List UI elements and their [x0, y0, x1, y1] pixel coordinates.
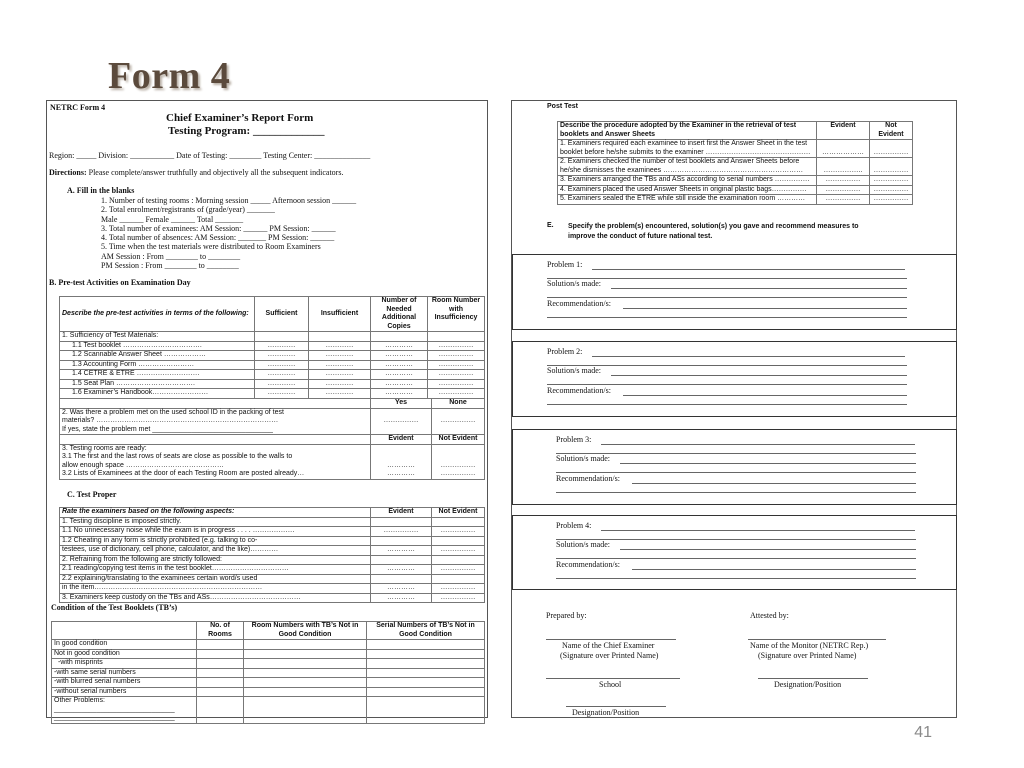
table-row: 2. Examiners checked the number of test booklets and Answer Sheets before he/she dismisses the examinees …………………………………………………… …………….. …………… [558, 158, 913, 176]
not-evident-header: Not Evident [432, 435, 485, 445]
pretest-group-label: 1. Sufficiency of Test Materials: [60, 332, 255, 342]
section-e-text: Specify the problem(s) encountered, solution(s) you gave and recommend measures to improve the conduct of future national test. [568, 223, 859, 240]
blank-item: 2. Total enrolment/registrants of (grade/year) _______ [101, 205, 275, 215]
table-row: 3. Examiners arranged the TBs and ASs according to serial numbers …………… …………… …………… [558, 176, 913, 186]
pretest-header: Sufficient [255, 297, 309, 332]
prepared-by-label: Prepared by: [546, 611, 587, 620]
problem-box-4: Problem 4: Solution/s made: Recommendation/s: [512, 515, 957, 590]
problem-box-1: Problem 1: Solution/s made: Recommendation/s: [512, 254, 957, 330]
table-row: -with misprints [52, 659, 485, 669]
blank-item: Male ______ Female ______ Total _______ [101, 214, 244, 224]
table-row: 1. Testing discipline is imposed strictly. [60, 517, 485, 527]
form-id: NETRC Form 4 [50, 103, 106, 112]
yes-none-table [59, 398, 485, 480]
table-row: 1.2 Scannable Answer Sheet ……………… ………… ………… ………… …………… [60, 351, 485, 361]
table-row: 2.2 explaining/translating to the examinees certain word/s used [60, 574, 485, 584]
pretest-header: Insufficient [309, 297, 371, 332]
post-test-heading: Post Test [547, 103, 578, 110]
table-row: 2.1 reading/copying test items in the test booklet…………………………… ………… …………… [60, 565, 485, 575]
table-row: 2. Was there a problem met on the used school ID in the packing of test materials? …………………………………………………………………… If yes, state the problem met _______________________________ …………… …………… [60, 408, 485, 435]
blank-item: 5. Time when the test materials were distributed to Room Examiners [101, 242, 321, 252]
none-header: None [432, 399, 485, 409]
section-c-heading: C. Test Proper [67, 490, 117, 499]
table-row: Not in good condition [52, 649, 485, 659]
table-row: -without serial numbers [52, 687, 485, 697]
left-form-panel [46, 100, 488, 721]
designation-label-right: Designation/Position [774, 680, 842, 689]
blank-item: 4. Total number of absences: AM Session: _______ PM Session: ______ [101, 233, 335, 243]
designation-label-left: Designation/Position [572, 708, 640, 717]
blank-item: 3. Total number of examinees: AM Session: ______ PM Session: ______ [101, 223, 336, 233]
blank-item: 1. Number of testing rooms : Morning session _____ Afternoon session ______ [101, 196, 357, 205]
directions-text: Please complete/answer truthfully and objectively all the subsequent indicators. [88, 168, 344, 177]
problem-box-3: Problem 3: Solution/s made: Recommendation/s: [512, 429, 957, 505]
table-row: 1.2 Cheating in any form is strictly prohibited (e.g. talking to co- [60, 536, 485, 546]
testing-program: Testing Program: _____________ [168, 125, 325, 137]
table-row: testees, use of dictionary, cell phone, calculator, and the like)………… ………… …………… [60, 546, 485, 556]
chief-signature-label: (Signature over Printed Name) [560, 651, 659, 660]
table-row: 4. Examiners placed the used Answer Sheets in original plastic bags…………… …………… …………… [558, 185, 913, 195]
booklet-condition-table: No. of Rooms Room Numbers with TB’s Not in Good Condition Serial Numbers of TB’s Not in Good Condition In good condition Not in good condition -with misprints -with same serial numbers -with blurred serial numbers -without serial numbers Other Problems: _______________________________ _______________________________ [51, 621, 485, 724]
blanks-list [101, 196, 356, 270]
right-form-panel [511, 100, 957, 718]
table-row: 5. Examiners sealed the ETRE while still inside the examination room ………… …………… …………… [558, 195, 913, 205]
pretest-header: Room Number with Insufficiency [428, 297, 485, 332]
table-row: 3. Testing rooms are ready: 3.1 The first and the last rows of seats are close as possible to the walls to allow enough space …………………………………… 3.2 Lists of Examinees at the door of each Testing Room are posted already… ………… ………… …………… …………… [60, 444, 485, 479]
directions-label: Directions: [49, 168, 87, 177]
table-row: 3. Examiners keep custody on the TBs and ASs………………………………… ………… …………… [60, 593, 485, 603]
monitor-signature-label: (Signature over Printed Name) [758, 651, 857, 660]
blank-item: AM Session : From ________ to ________ [101, 251, 241, 261]
table-row: 2. Refraining from the following are strictly followed: [60, 555, 485, 565]
school-label: School [599, 680, 622, 689]
blank-item: PM Session : From ________ to ________ [101, 261, 239, 271]
booklets-title: Condition of the Test Booklets (TB’s) [51, 603, 178, 612]
evident-header: Evident [371, 435, 432, 445]
table-row: Other Problems: _______________________________ _______________________________ [52, 697, 485, 724]
table-row: 1.5 Seat Plan ……………………………. ………… ………… ………… …………… [60, 379, 485, 389]
region-line: Region: _____ Division: ___________ Date of Testing: ________ Testing Center: ______________ [49, 151, 371, 160]
attested-by-label: Attested by: [750, 611, 789, 620]
table-row: 1.6 Examiner’s Handbook…………………… ………… ………… ………… …………… [60, 389, 485, 399]
section-b-heading: B. Pre-test Activities on Examination Day [49, 278, 191, 287]
slide-title: Form 4 [108, 55, 231, 97]
yes-header: Yes [371, 399, 432, 409]
section-e-label: E. [547, 222, 554, 229]
directions [49, 168, 343, 177]
chief-examiner-name-label: Name of the Chief Examiner [562, 641, 655, 650]
table-row: 1.3 Accounting Form …………………… ………… ………… ………… …………… [60, 360, 485, 370]
pretest-header: Describe the pre-test activities in terms of the following: [60, 297, 255, 332]
table-row: in the item……………………………………………………………… ………… …………… [60, 584, 485, 594]
section-a-heading: A. Fill in the blanks [67, 186, 135, 195]
table-row: 1.1 Test booklet ……………………………. ………… ………… ………… …………… [60, 341, 485, 351]
table-row: -with same serial numbers [52, 668, 485, 678]
monitor-name-label: Name of the Monitor (NETRC Rep.) [750, 641, 869, 650]
table-row: 1.4 CETRE & ETRE ……………………… ………… ………… ………… …………… [60, 370, 485, 380]
pretest-table [59, 296, 485, 399]
table-row: -with blurred serial numbers [52, 678, 485, 688]
form-title: Chief Examiner’s Report Form [166, 112, 314, 124]
table-row: 1. Examiners required each examinee to insert first the Answer Sheet in the test booklet before he/she submits to the examiner ……………………………………… ……………… …………… [558, 140, 913, 158]
test-proper-table: Rate the examiners based on the following aspects: Evident Not Evident 1. Testing discipline is imposed strictly. 1.1 No unnecessary noise while the exam is in progress . . . . ……………… …………… …………… 1.2 Cheating in any form is strictly prohibited (e.g. talking to co- testees, use of dictionary, cell phone, calculator, and the like)………… ………… …………… 2. Refraining from the following are strictly followed: 2.1 reading/copying test items in the test booklet…………………………… ………… …………… 2.2 explaining/translating to the examinees certain word/s used in the item……………………………………………………………… ………… …………… 3. Examiners keep custody on the TBs and ASs………………………………… ………… …………… [59, 507, 485, 603]
post-test-table: Describe the procedure adopted by the Examiner in the retrieval of test booklets and Answer Sheets Evident Not Evident 1. Examiners required each examinee to insert first the Answer Sheet in the test booklet before he/she submits to the examiner ……………………………………… ……………… …………… 2. Examiners checked the number of test booklets and Answer Sheets before he/she dismisses the examinees …………………………………………………… …………….. …………… 3. Examiners arranged the TBs and ASs according to serial numbers …………… …………… …………… 4. Examiners placed the used Answer Sheets in original plastic bags…………… …………… …………… 5. Examiners sealed the ETRE while still inside the examination room ………… …………… …………… [557, 121, 913, 205]
page-number: 41 [914, 724, 932, 741]
problem-box-2: Problem 2: Solution/s made: Recommendation/s: [512, 341, 957, 417]
table-row: 1.1 No unnecessary noise while the exam is in progress . . . . ……………… …………… …………… [60, 527, 485, 537]
pretest-header: Number of Needed Additional Copies [371, 297, 428, 332]
table-row: In good condition [52, 640, 485, 650]
